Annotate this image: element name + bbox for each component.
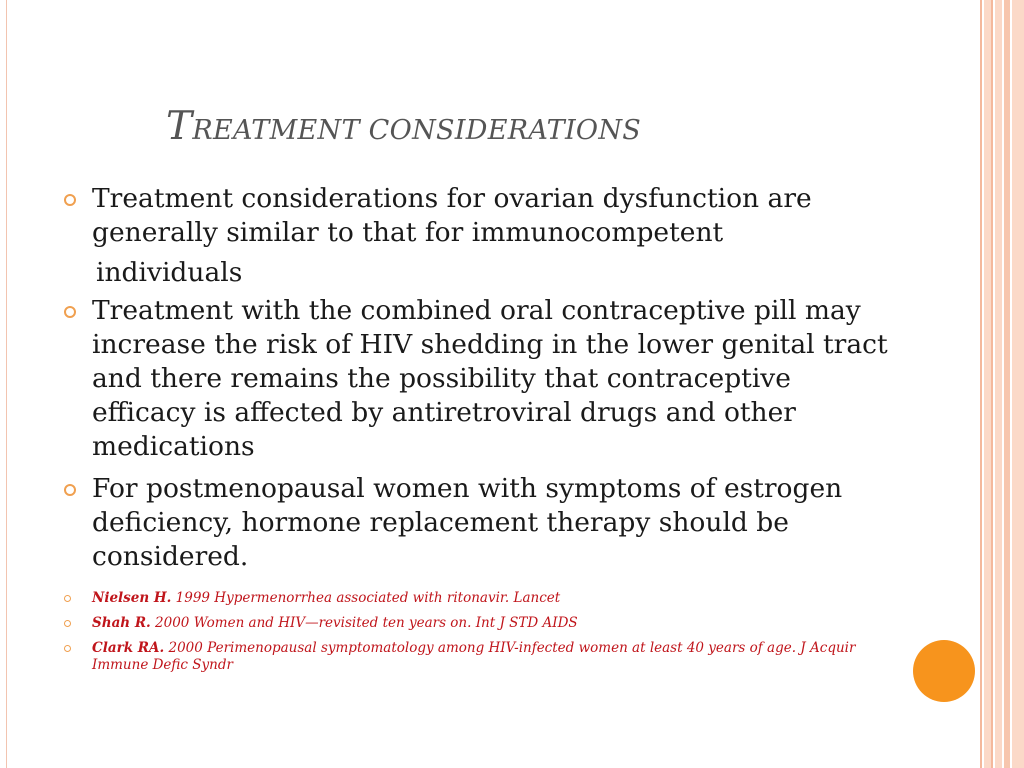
bullet-item xyxy=(62,472,902,574)
bullet-text: For postmenopausal women with symptoms of estrogen deficiency, hormone replacement therapy should be considered. xyxy=(92,473,843,572)
slide-title xyxy=(166,104,641,149)
reference-text: 2000 Perimenopausal symptomatology among HIV-infected women at least 40 years of age. J Acquir Immune Defic Syndr xyxy=(92,640,856,673)
reference-text: 2000 Women and HIV—revisited ten years on. Int J STD AIDS xyxy=(150,615,578,631)
bullet-marker-icon xyxy=(64,484,76,496)
bullet-item xyxy=(62,294,902,464)
right-stripe xyxy=(991,0,993,768)
reference-item xyxy=(62,590,862,607)
decorative-orange-circle xyxy=(913,640,975,702)
title-initial: T xyxy=(166,104,193,149)
left-border-line xyxy=(6,0,7,768)
title-rest: REATMENT CONSIDERATIONS xyxy=(192,115,642,146)
bullet-marker-icon xyxy=(64,194,76,206)
bullet-text: Treatment considerations for ovarian dysfunction are generally similar to that for immunocompetent xyxy=(92,183,812,248)
right-stripe xyxy=(984,0,991,768)
reference-author: Clark RA. xyxy=(92,640,165,656)
right-stripe xyxy=(1012,0,1024,768)
reference-marker-icon xyxy=(64,645,71,652)
bullet-marker-icon xyxy=(64,306,76,318)
reference-text: 1999 Hypermenorrhea associated with ritonavir. Lancet xyxy=(171,590,561,606)
reference-marker-icon xyxy=(64,620,71,627)
right-stripe xyxy=(1004,0,1010,768)
right-stripe xyxy=(980,0,982,768)
reference-list xyxy=(62,590,862,682)
reference-author: Nielsen H. xyxy=(92,590,172,606)
reference-marker-icon xyxy=(64,595,71,602)
right-stripe xyxy=(995,0,1002,768)
bullet-list xyxy=(62,182,902,574)
bullet-text: Treatment with the combined oral contraceptive pill may increase the risk of HIV shedding in the lower genital tract and there remains the possibility that contraceptive efficacy is affected by antiretroviral drugs and other medications xyxy=(92,295,888,462)
bullet-continuation: individuals xyxy=(96,257,243,288)
reference-author: Shah R. xyxy=(92,615,151,631)
bullet-item xyxy=(62,182,902,290)
reference-item xyxy=(62,615,862,632)
reference-item xyxy=(62,640,862,674)
